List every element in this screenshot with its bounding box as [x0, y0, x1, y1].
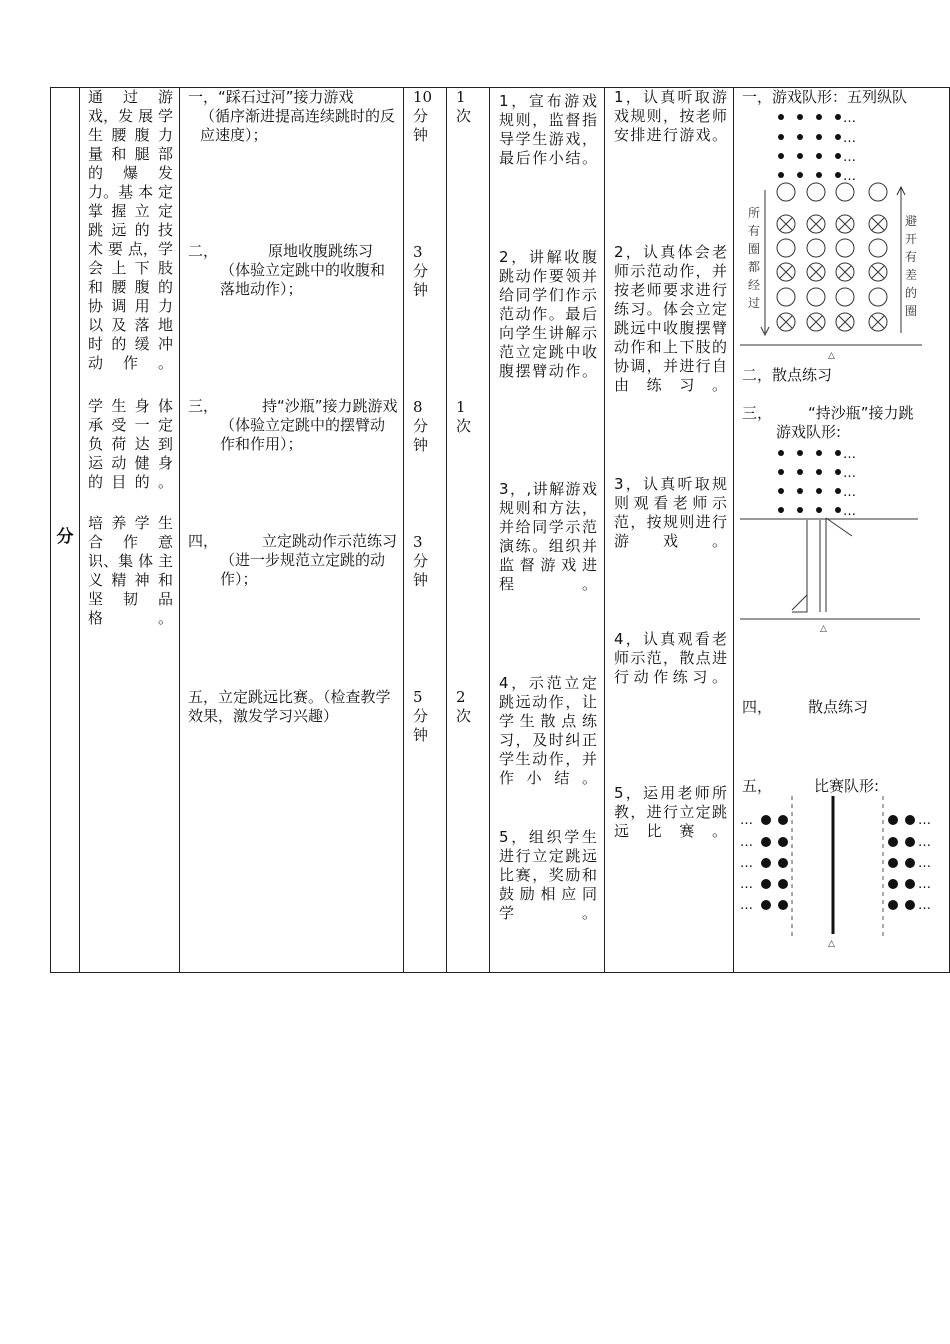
student-step-1: 1，认真听取游戏规则，按老师安排进行游戏。 — [614, 88, 727, 144]
content-marker: 一， — [188, 88, 219, 106]
content-marker: 三， — [188, 397, 219, 415]
formation-1-diagram — [740, 105, 945, 365]
svg-text:…: … — [843, 447, 856, 462]
formation-5-diagram — [740, 796, 945, 951]
teacher-step-5: 5，组织学生进行立定跳远比赛，奖励和鼓励相应同学。 — [499, 828, 597, 922]
content-title: 立定跳动作示范练习 — [262, 532, 398, 550]
teacher-position-icon: △ — [828, 351, 835, 361]
student-step-4: 4，认真观看老师示范，散点进行动作练习。 — [614, 630, 727, 686]
section-label: 分 — [56, 527, 74, 547]
svg-text:…: … — [918, 835, 931, 850]
goal-3: 培 养 学 生 合 作 意 识、集 体 主 义 精 神 和 坚 韧 品 格。 — [88, 514, 173, 627]
content-item-3 — [188, 397, 398, 454]
content-detail: （进一步规范立定跳的动作）； — [220, 551, 386, 588]
content-marker: 四， — [188, 532, 219, 550]
teacher-position-icon: △ — [828, 939, 835, 949]
formation-3-diagram — [740, 440, 945, 640]
count-2: 1 次 — [456, 398, 472, 435]
svg-text:…: … — [918, 877, 931, 892]
svg-text:…: … — [843, 504, 856, 519]
formation-5-title: 五， 比赛队形: — [742, 777, 880, 795]
time-2: 3 分钟 — [413, 243, 429, 299]
svg-text:…: … — [843, 466, 856, 481]
svg-text:…: … — [843, 131, 856, 146]
hoop-grid — [777, 183, 887, 331]
student-step-5: 5，运用老师所教，进行立定跳远比赛。 — [614, 784, 727, 840]
svg-text:…: … — [918, 813, 931, 828]
left-path-label — [748, 206, 760, 310]
content-item-2 — [188, 242, 398, 299]
svg-text:…: … — [740, 877, 753, 892]
relay-team-dots — [778, 447, 856, 519]
relay-lanes — [792, 518, 852, 612]
formation-3-title: 三， “持沙瓶”接力跳 游戏队形: — [742, 404, 914, 441]
svg-text:所有圈都经过: 所有圈都经过 — [748, 206, 761, 310]
content-item-4 — [188, 532, 398, 589]
content-title: 持“沙瓶”接力跳游戏 — [262, 397, 398, 415]
time-3: 8 分钟 — [413, 398, 429, 454]
content-detail: （体验立定跳中的收腹和落地动作）； — [220, 261, 386, 298]
time-1: 10 分钟 — [413, 88, 433, 144]
svg-text:…: … — [740, 835, 753, 850]
content-item-5 — [188, 688, 400, 726]
content-marker: 二， — [188, 242, 219, 260]
content-title: “踩石过河”接力游戏 — [218, 88, 354, 106]
svg-text:…: … — [918, 898, 931, 913]
left-team — [740, 813, 788, 913]
formation-4-title: 四， 散点练习 — [742, 698, 869, 716]
right-path-arrow — [897, 187, 905, 333]
svg-text:…: … — [740, 813, 753, 828]
content-item-1 — [188, 88, 398, 145]
svg-text:…: … — [740, 856, 753, 871]
svg-text:…: … — [843, 169, 856, 184]
svg-text:…: … — [843, 150, 856, 165]
left-path-arrow — [761, 190, 769, 335]
time-4: 3 分钟 — [413, 533, 429, 589]
goal-1: 通 过 游 戏，发 展 学 生 腰 腹 力 量 和 腿 部 的 爆 发 力。基 本 定 掌 握 立 定 跳 远 的 技 术 要 点，学 会 上 下 肢 和 腰 腹 的 协 调 用 力 以 及 落 地 时 的 缓 冲动作。 — [88, 88, 173, 372]
formation-2-title: 二，散点练习 — [742, 366, 833, 384]
right-team — [888, 813, 931, 913]
goal-2: 学 生 身 体 承 受 一 定 负 荷 达 到 运 动 健 身 的目的。 — [88, 397, 173, 491]
content-title: 五，立定跳远比赛。（检查教学效果，激发学习兴趣） — [188, 688, 391, 725]
teacher-step-2: 2，讲解收腹跳动作要领并给同学们作示范动作。最后向学生讲解示范立定跳中收腹摆臂动作。 — [499, 248, 597, 380]
student-step-3: 3，认真听取规则观看老师示范，按规则进行游戏。 — [614, 475, 727, 550]
column-dots — [778, 111, 856, 184]
teacher-step-1: 1，宣布游戏规则，监督指导学生游戏，最后作小结。 — [499, 92, 597, 167]
svg-text:…: … — [843, 111, 856, 126]
teacher-step-4: 4，示范立定跳远动作，让学生散点练习，及时纠正学生动作，并作小结。 — [499, 674, 597, 787]
count-3: 2 次 — [456, 688, 472, 725]
svg-text:…: … — [740, 898, 753, 913]
formation-1-title: 一，游戏队形：五列纵队 — [742, 88, 908, 106]
right-path-label — [905, 214, 917, 318]
time-5: 5 分钟 — [413, 688, 429, 744]
count-1: 1 次 — [456, 88, 472, 125]
teacher-position-icon: △ — [820, 624, 827, 634]
svg-text:…: … — [843, 485, 856, 500]
content-detail: （循序渐进提高连续跳时的反应速度）； — [200, 107, 396, 144]
svg-text:…: … — [918, 856, 931, 871]
content-title: 原地收腹跳练习 — [268, 242, 374, 260]
content-detail: （体验立定跳中的摆臂动作和作用）； — [220, 416, 386, 453]
student-step-2: 2，认真体会老师示范动作，并按老师要求进行练习。体会立定跳远中收腹摆臂动作和上下肢的协调，并进行自由练习。 — [614, 243, 727, 394]
teacher-step-3: 3，,讲解游戏规则和方法，并给同学示范演练。组织并监督游戏进程。 — [499, 480, 597, 593]
svg-text:避开有差的圈: 避开有差的圈 — [905, 214, 918, 318]
